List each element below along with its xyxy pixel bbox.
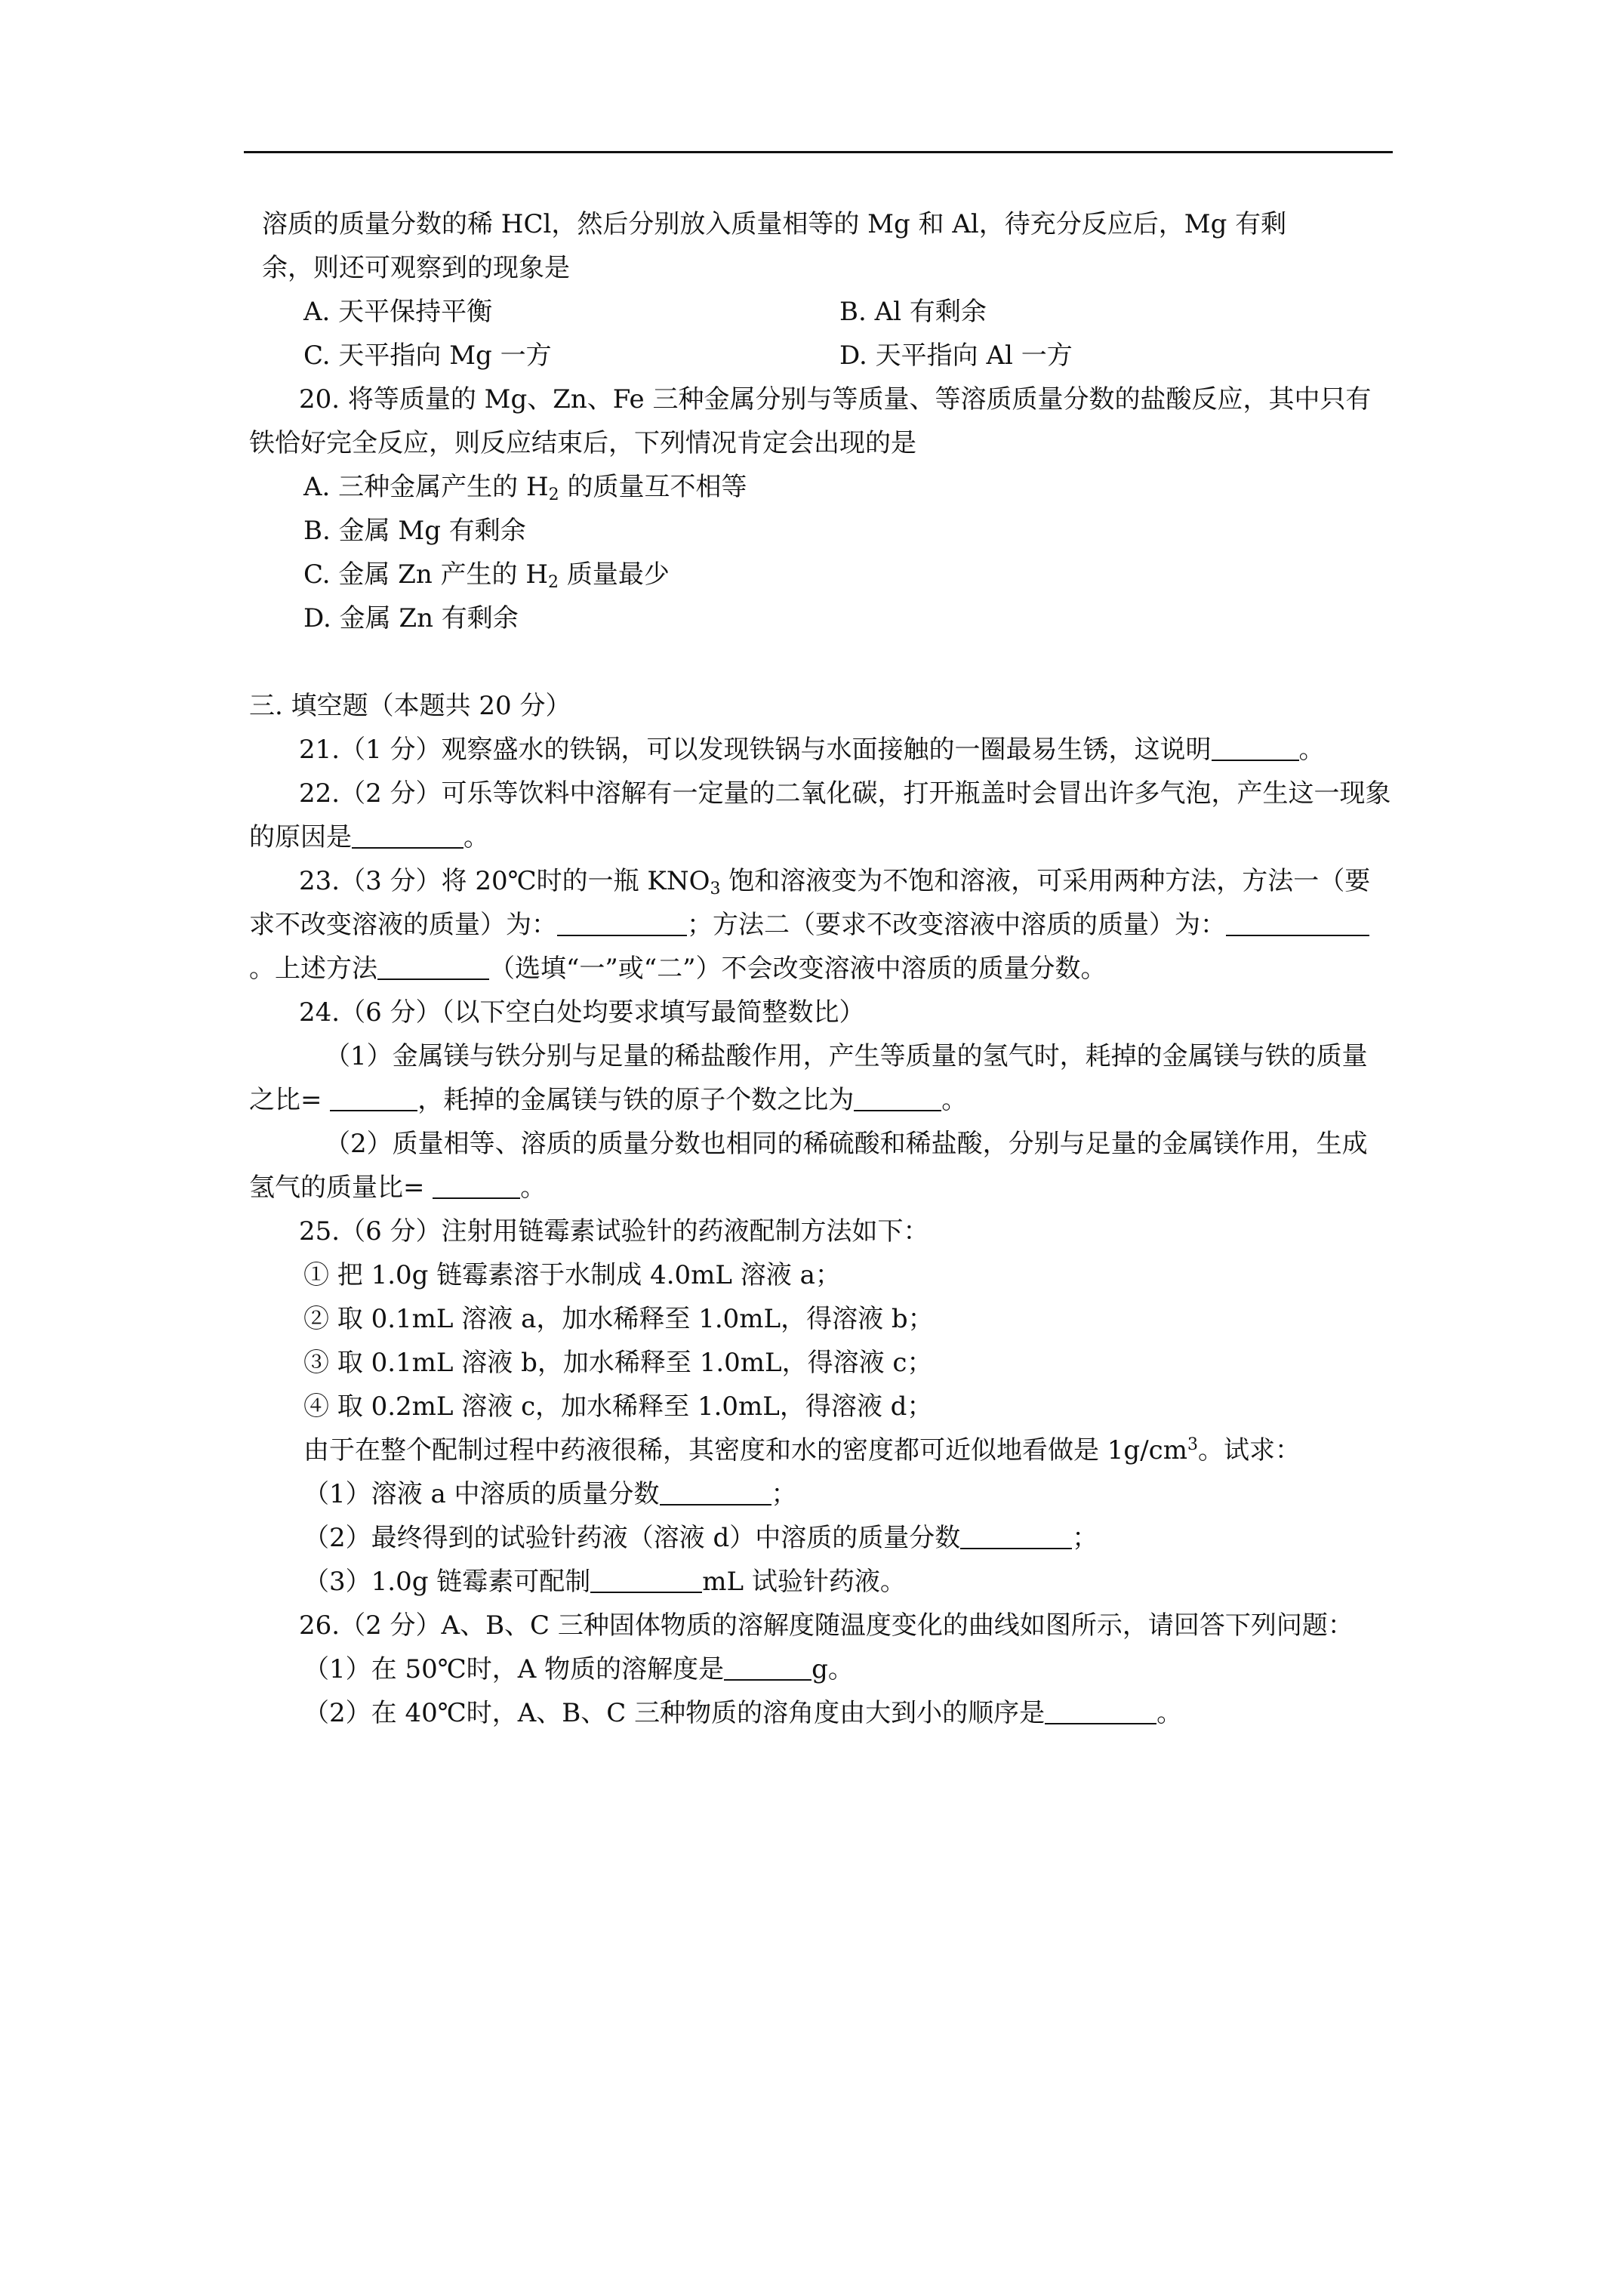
q24-atom-ratio-blank[interactable] [854, 1081, 941, 1111]
q23-choice-blank[interactable] [377, 950, 489, 980]
q25-step-2: ② 取 0.1mL 溶液 a，加水稀释至 1.0mL，得溶液 b； [303, 1304, 934, 1334]
q25-step-1: ① 把 1.0g 链霉素溶于水制成 4.0mL 溶液 a； [303, 1260, 841, 1290]
q19-option-a: A. 天平保持平衡 [303, 297, 493, 327]
q20-option-c: C. 金属 Zn 产生的 $H_2$ 质量最少 [303, 559, 670, 592]
q25-sub1: （1）溶液 a 中溶质的质量分数 ； [249, 1472, 1393, 1516]
q25-step-3: ③ 取 0.1mL 溶液 b，加水稀释至 1.0mL，得溶液 c； [303, 1348, 933, 1378]
section-gap [249, 640, 1393, 684]
q23: 23.（3 分）将 20℃时的一瓶 $KNO_3$ 饱和溶液变为不饱和溶液，可采用两种方法，方法一（要求不改变溶液的质量）为： ；方法二（要求不改变溶液中溶质的质量）为：。上述方法 （选填“一”或“二”）不会改变溶液中溶质的质量分数。 [249, 866, 1371, 984]
q20-option-a: A. 三种金属产生的 $H_2$ 的质量互不相等 [303, 472, 747, 504]
q22: 22.（2 分）可乐等饮料中溶解有一定量的二氧化碳，打开瓶盖时会冒出许多气泡，产生这一现象的原因是 。 [249, 778, 1391, 852]
q25-stem: 25.（6 分）注射用链霉素试验针的药液配制方法如下： [299, 1216, 929, 1247]
q26-stem: 26.（2 分）A、B、C 三种固体物质的溶解度随温度变化的曲线如图所示，请回答下列问题： [299, 1610, 1354, 1641]
q25-sub3-blank[interactable] [590, 1563, 702, 1593]
q25-sub3: （3）1.0g 链霉素可配制 mL 试验针药液。 [249, 1560, 1393, 1604]
q25-sub2-blank[interactable] [960, 1519, 1072, 1549]
q25-sub2: （2）最终得到的试验针药液（溶液 d）中溶质的质量分数 ； [249, 1516, 1393, 1560]
q19-continuation-line2: 余，则还可观察到的现象是 [262, 253, 570, 283]
exam-page-content [249, 202, 1393, 1735]
q23-method2-blank[interactable] [1226, 906, 1369, 936]
q25-step-4: ④ 取 0.2mL 溶液 c，加水稀释至 1.0mL，得溶液 d； [303, 1391, 933, 1422]
q19-option-d: D. 天平指向 Al 一方 [839, 341, 1073, 371]
q24-hydrogen-ratio-blank[interactable] [433, 1169, 520, 1199]
q24-part2: （2）质量相等、溶质的质量分数也相同的稀硫酸和稀盐酸，分别与足量的金属镁作用，生成氢气的质量比= 。 [249, 1129, 1368, 1203]
section3-title: 三. 填空题（本题共 20 分） [249, 691, 571, 721]
q24-mass-ratio-blank[interactable] [330, 1081, 417, 1111]
q21: 21.（1 分）观察盛水的铁锅，可以发现铁锅与水面接触的一圈最易生锈，这说明 。 [249, 728, 1393, 772]
q25-density-note: 由于在整个配制过程中药液很稀，其密度和水的密度都可近似地看做是 $1g/cm^3$。试求： [303, 1435, 1301, 1465]
q20-option-b: B. 金属 Mg 有剩余 [303, 516, 526, 546]
q26-sub1-blank[interactable] [724, 1650, 812, 1681]
q26-sub2: （2）在 40℃时，A、B、C 三种物质的溶角度由大到小的顺序是 。 [249, 1691, 1393, 1735]
q19-options-row1 [249, 290, 1393, 334]
q24-part1: （1）金属镁与铁分别与足量的稀盐酸作用，产生等质量的氢气时，耗掉的金属镁与铁的质量之比= ，耗掉的金属镁与铁的原子个数之比为 。 [249, 1041, 1368, 1115]
q22-answer-blank[interactable] [352, 818, 463, 849]
q21-answer-blank[interactable] [1212, 731, 1299, 761]
q26-sub2-blank[interactable] [1045, 1694, 1156, 1724]
q23-method1-blank[interactable] [557, 906, 687, 936]
q19-option-c: C. 天平指向 Mg 一方 [303, 341, 552, 371]
q19-option-b: B. Al 有剩余 [839, 297, 987, 327]
q20-option-d: D. 金属 Zn 有剩余 [303, 603, 519, 633]
header-rule [244, 151, 1393, 153]
q25-sub1-blank[interactable] [660, 1475, 771, 1505]
q26-sub1: （1）在 50℃时，A 物质的溶解度是 g。 [249, 1647, 1393, 1691]
q24-stem: 24.（6 分）（以下空白处均要求填写最简整数比） [299, 997, 865, 1028]
q20-stem: 20. 将等质量的 Mg、Zn、Fe 三种金属分别与等质量、等溶质质量分数的盐酸反应，其中只有铁恰好完全反应，则反应结束后，下列情况肯定会出现的是 [249, 384, 1372, 458]
q19-continuation-line1: 溶质的质量分数的稀 HCl，然后分别放入质量相等的 Mg 和 Al，待充分反应后，Mg 有剩 [262, 209, 1287, 239]
q19-options-row2 [249, 334, 1393, 378]
